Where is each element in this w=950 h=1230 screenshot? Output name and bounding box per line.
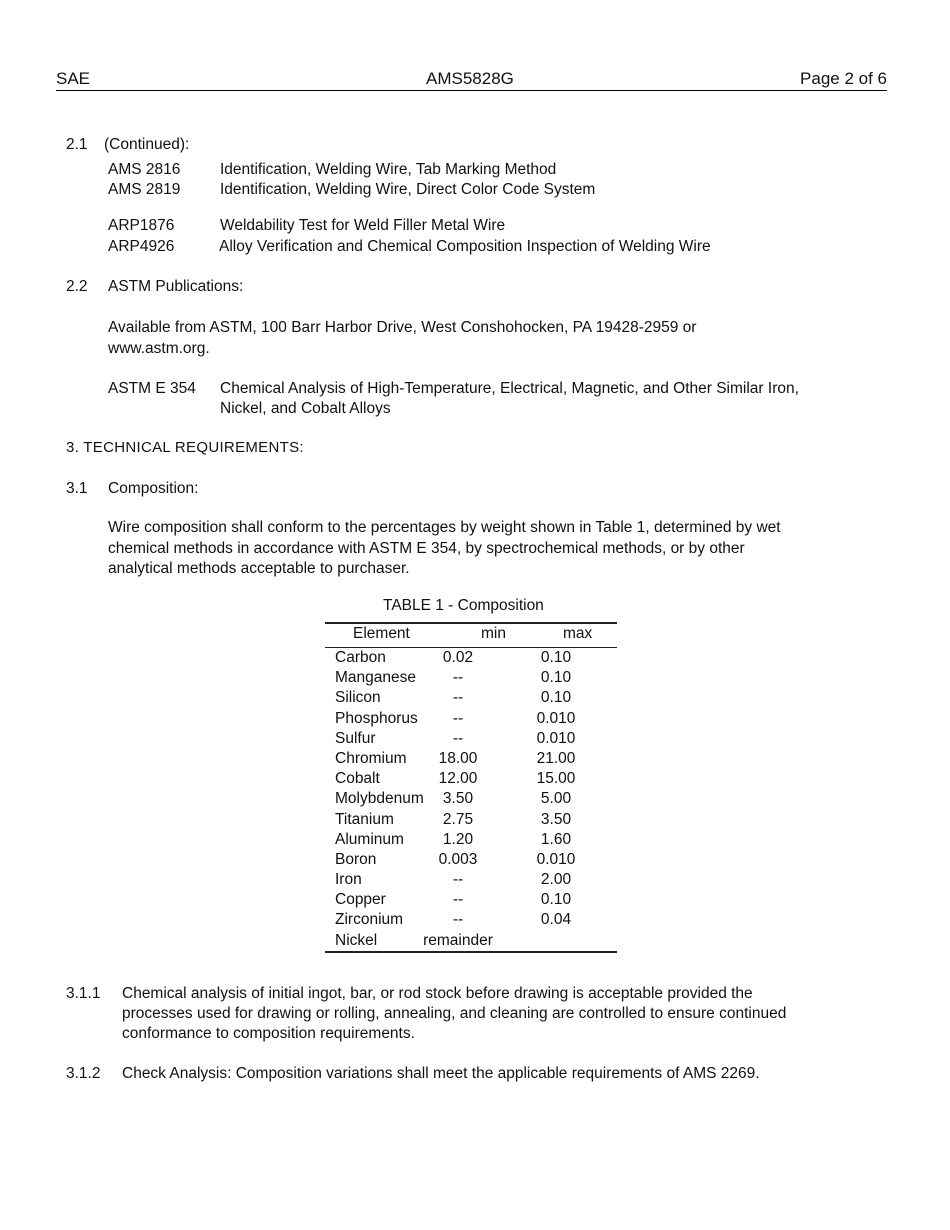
cell-max: 3.50 bbox=[540, 810, 572, 828]
cell-min: 2.75 bbox=[442, 810, 474, 828]
table-row bbox=[325, 931, 617, 951]
composition-body-line-2: chemical methods in accordance with ASTM E 354, by spectrochemical methods, or by other bbox=[108, 540, 745, 557]
cell-min: -- bbox=[452, 689, 464, 707]
cell-element: Sulfur bbox=[335, 729, 376, 747]
ref-code: ARP1876 bbox=[108, 217, 175, 234]
section-3-1-number: 3.1 bbox=[66, 480, 88, 497]
section-3-1-2-text: Check Analysis: Composition variations shall meet the applicable requirements of AMS 2269. bbox=[122, 1065, 760, 1082]
cell-element: Silicon bbox=[335, 689, 381, 707]
cell-min: 12.00 bbox=[438, 770, 478, 788]
ref-code: ARP4926 bbox=[108, 238, 175, 255]
table-row bbox=[325, 810, 617, 830]
table-row bbox=[325, 870, 617, 890]
cell-max: 2.00 bbox=[540, 871, 572, 889]
cell-element: Carbon bbox=[335, 649, 386, 666]
astm-ref-title-line-1: Chemical Analysis of High-Temperature, Electrical, Magnetic, and Other Similar Iron, bbox=[220, 380, 799, 397]
header-doc-number: AMS5828G bbox=[426, 69, 514, 88]
section-3-1-1-line-3: conformance to composition requirements. bbox=[122, 1025, 415, 1042]
column-header-element: Element bbox=[353, 625, 410, 642]
table-row bbox=[325, 830, 617, 850]
section-3-1-1-line-1: Chemical analysis of initial ingot, bar, or rod stock before drawing is acceptable provided the bbox=[122, 985, 753, 1002]
cell-element: Boron bbox=[335, 850, 377, 868]
table-body bbox=[325, 648, 617, 951]
cell-min: remainder bbox=[423, 931, 493, 949]
cell-min: 3.50 bbox=[442, 790, 474, 808]
table-row bbox=[325, 648, 617, 668]
table-row bbox=[325, 688, 617, 708]
section-3-1-1-number: 3.1.1 bbox=[66, 985, 101, 1002]
table-row bbox=[325, 749, 617, 769]
section-2-2-number: 2.2 bbox=[66, 278, 88, 295]
section-2-1-number: 2.1 bbox=[66, 136, 88, 153]
ref-code: AMS 2819 bbox=[108, 181, 181, 198]
cell-max: 0.10 bbox=[540, 649, 572, 666]
cell-min: -- bbox=[452, 729, 464, 747]
cell-min: -- bbox=[452, 669, 464, 687]
cell-min: 1.20 bbox=[442, 830, 474, 848]
section-3-1-heading: Composition: bbox=[108, 480, 199, 497]
section-2-2-heading: ASTM Publications: bbox=[108, 278, 244, 295]
column-header-max: max bbox=[563, 625, 593, 642]
ref-title: Identification, Welding Wire, Direct Color Code System bbox=[220, 181, 596, 198]
cell-min: 18.00 bbox=[438, 749, 478, 767]
cell-max: 0.010 bbox=[536, 709, 576, 727]
cell-element: Titanium bbox=[335, 810, 394, 828]
header-org: SAE bbox=[56, 69, 91, 88]
cell-max: 0.10 bbox=[540, 689, 572, 707]
cell-min: -- bbox=[452, 709, 464, 727]
table-row bbox=[325, 729, 617, 749]
composition-body-line-3: analytical methods acceptable to purchaser. bbox=[108, 560, 410, 577]
astm-ref-title-line-2: Nickel, and Cobalt Alloys bbox=[220, 400, 391, 417]
table-header-row bbox=[325, 624, 617, 648]
composition-table bbox=[325, 622, 617, 953]
column-header-min: min bbox=[481, 625, 506, 642]
astm-ref-code: ASTM E 354 bbox=[108, 380, 196, 397]
cell-element: Iron bbox=[335, 871, 362, 889]
cell-element: Nickel bbox=[335, 931, 378, 949]
cell-max: 1.60 bbox=[540, 830, 572, 848]
cell-max: 0.04 bbox=[540, 911, 572, 929]
cell-min: 0.02 bbox=[442, 649, 474, 666]
table-row bbox=[325, 910, 617, 930]
cell-element: Aluminum bbox=[335, 830, 404, 848]
ref-code: AMS 2816 bbox=[108, 161, 181, 178]
cell-element: Phosphorus bbox=[335, 709, 418, 727]
cell-max: 5.00 bbox=[540, 790, 572, 808]
cell-element: Copper bbox=[335, 891, 386, 909]
table-row bbox=[325, 769, 617, 789]
cell-max: 21.00 bbox=[536, 749, 576, 767]
section-3-heading: 3. TECHNICAL REQUIREMENTS: bbox=[66, 439, 304, 456]
section-3-1-1-line-2: processes used for drawing or rolling, annealing, and cleaning are controlled to ensure continued bbox=[122, 1005, 787, 1022]
section-2-1-heading: (Continued): bbox=[104, 136, 190, 153]
header-page-number: Page 2 of 6 bbox=[800, 69, 887, 88]
cell-max: 0.010 bbox=[536, 729, 576, 747]
table-row bbox=[325, 709, 617, 729]
cell-element: Molybdenum bbox=[335, 790, 424, 808]
page-header bbox=[56, 68, 887, 91]
cell-element: Chromium bbox=[335, 749, 407, 767]
table-title: TABLE 1 - Composition bbox=[383, 597, 544, 614]
table-row bbox=[325, 789, 617, 809]
table-row bbox=[325, 890, 617, 910]
cell-element: Manganese bbox=[335, 669, 417, 687]
cell-max: 0.010 bbox=[536, 850, 576, 868]
ref-title: Weldability Test for Weld Filler Metal Wire bbox=[220, 217, 506, 234]
section-3-1-2-number: 3.1.2 bbox=[66, 1065, 101, 1082]
cell-element: Zirconium bbox=[335, 911, 404, 929]
cell-max: 15.00 bbox=[536, 770, 576, 788]
table-row bbox=[325, 668, 617, 688]
astm-availability-line-1: Available from ASTM, 100 Barr Harbor Drive, West Conshohocken, PA 19428-2959 or bbox=[108, 319, 697, 336]
table-row bbox=[325, 850, 617, 870]
ref-title: Alloy Verification and Chemical Composition Inspection of Welding Wire bbox=[219, 238, 711, 255]
cell-element: Cobalt bbox=[335, 770, 380, 788]
astm-availability-line-2: www.astm.org. bbox=[108, 340, 210, 357]
cell-min: -- bbox=[452, 871, 464, 889]
cell-max: 0.10 bbox=[540, 891, 572, 909]
cell-min: -- bbox=[452, 891, 464, 909]
cell-min: -- bbox=[452, 911, 464, 929]
cell-min: 0.003 bbox=[438, 850, 478, 868]
cell-max: 0.10 bbox=[540, 669, 572, 687]
composition-body-line-1: Wire composition shall conform to the percentages by weight shown in Table 1, determined by wet bbox=[108, 519, 781, 536]
ref-title: Identification, Welding Wire, Tab Marking Method bbox=[220, 161, 557, 178]
